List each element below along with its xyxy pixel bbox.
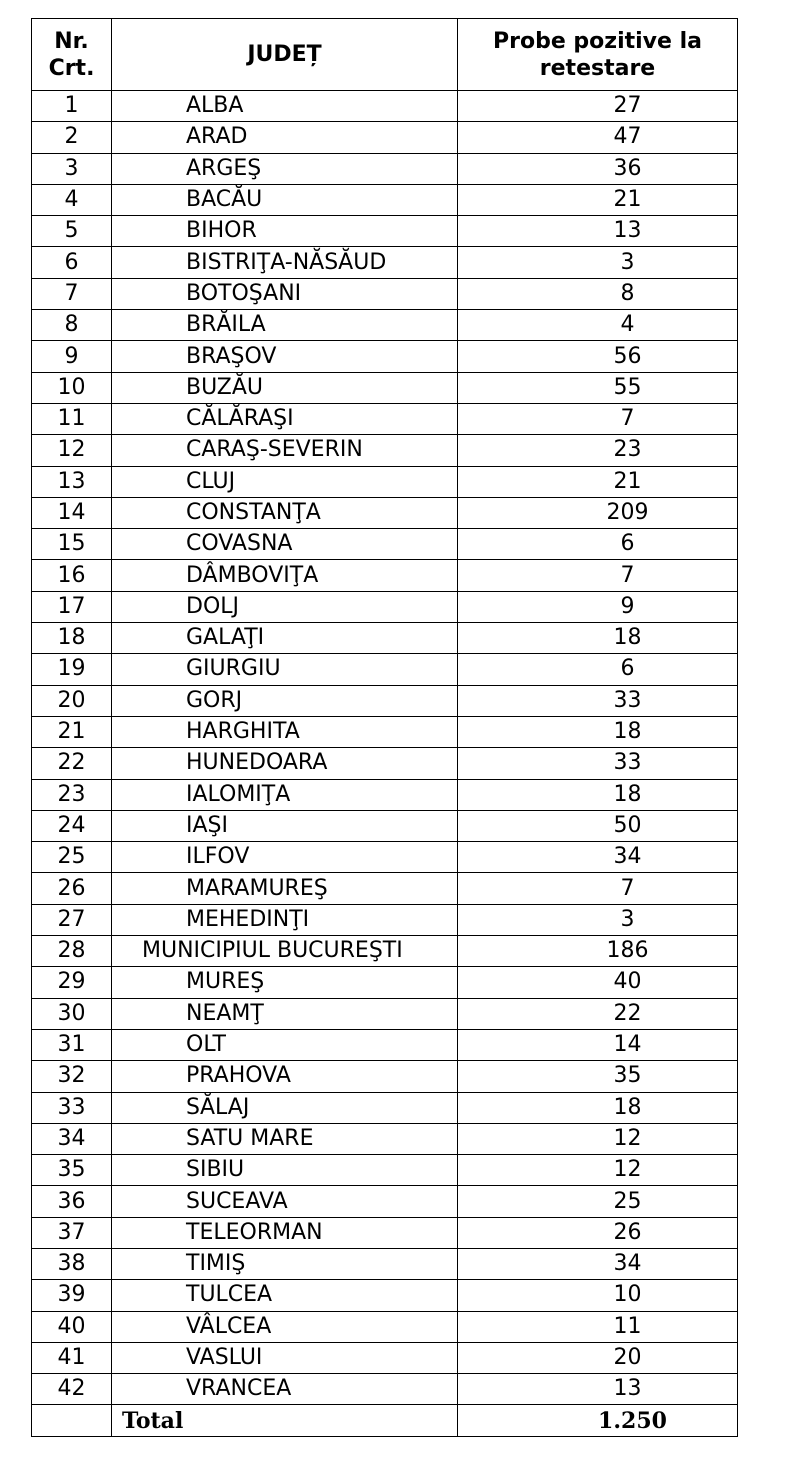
row-judet: MUREŞ: [112, 967, 458, 998]
table-row: [32, 654, 738, 685]
row-number: 32: [32, 1061, 112, 1092]
table-row: [32, 153, 738, 184]
row-number: 19: [32, 654, 112, 685]
table-row: [32, 278, 738, 309]
row-value: 18: [458, 623, 738, 654]
row-number: 3: [32, 153, 112, 184]
row-judet: MEHEDINŢI: [112, 904, 458, 935]
row-judet: DOLJ: [112, 591, 458, 622]
row-judet: VÂLCEA: [112, 1311, 458, 1342]
table-row: [32, 1280, 738, 1311]
row-judet: SĂLAJ: [112, 1092, 458, 1123]
row-number: 28: [32, 936, 112, 967]
row-judet: CĂLĂRAŞI: [112, 403, 458, 434]
row-judet: HUNEDOARA: [112, 748, 458, 779]
row-value: 18: [458, 779, 738, 810]
row-number: 31: [32, 1029, 112, 1060]
row-number: 39: [32, 1280, 112, 1311]
row-value: 18: [458, 716, 738, 747]
row-number: 2: [32, 122, 112, 153]
row-judet: HARGHITA: [112, 716, 458, 747]
row-value: 27: [458, 91, 738, 122]
table-row: [32, 1217, 738, 1248]
row-number: 12: [32, 435, 112, 466]
table-row: [32, 904, 738, 935]
table-header-row: [32, 19, 738, 91]
row-value: 23: [458, 435, 738, 466]
total-empty-cell: [32, 1405, 112, 1436]
table-row: [32, 341, 738, 372]
row-number: 20: [32, 685, 112, 716]
row-value: 50: [458, 810, 738, 841]
row-judet: BRĂILA: [112, 310, 458, 341]
row-value: 55: [458, 372, 738, 403]
header-crt-line: Crt.: [48, 55, 95, 81]
table-row: [32, 247, 738, 278]
row-judet: IAŞI: [112, 810, 458, 841]
row-value: 12: [458, 1123, 738, 1154]
row-judet: BUZĂU: [112, 372, 458, 403]
row-judet: CARAŞ-SEVERIN: [112, 435, 458, 466]
row-value: 35: [458, 1061, 738, 1092]
row-judet: COVASNA: [112, 529, 458, 560]
row-judet: OLT: [112, 1029, 458, 1060]
table-row: [32, 1342, 738, 1373]
total-value: 1.250: [458, 1405, 738, 1436]
row-judet: CLUJ: [112, 466, 458, 497]
row-number: 4: [32, 184, 112, 215]
row-judet: GALAŢI: [112, 623, 458, 654]
row-number: 35: [32, 1155, 112, 1186]
table-row: [32, 466, 738, 497]
table-row: [32, 122, 738, 153]
row-number: 17: [32, 591, 112, 622]
table-row: [32, 1374, 738, 1405]
table-row: [32, 1092, 738, 1123]
row-number: 6: [32, 247, 112, 278]
row-value: 8: [458, 278, 738, 309]
table-row: [32, 310, 738, 341]
results-table: [31, 18, 738, 1437]
row-value: 10: [458, 1280, 738, 1311]
row-value: 36: [458, 153, 738, 184]
row-judet: IALOMIŢA: [112, 779, 458, 810]
row-judet: GIURGIU: [112, 654, 458, 685]
table-row: [32, 998, 738, 1029]
row-judet: ALBA: [112, 91, 458, 122]
table-row: [32, 1061, 738, 1092]
table-row: [32, 967, 738, 998]
row-judet: SIBIU: [112, 1155, 458, 1186]
row-number: 7: [32, 278, 112, 309]
row-value: 33: [458, 685, 738, 716]
row-value: 22: [458, 998, 738, 1029]
header-probe: [458, 19, 738, 91]
row-value: 11: [458, 1311, 738, 1342]
total-label: Total: [112, 1405, 458, 1436]
row-judet: VASLUI: [112, 1342, 458, 1373]
row-judet: ARGEŞ: [112, 153, 458, 184]
row-number: 25: [32, 842, 112, 873]
row-value: 4: [458, 310, 738, 341]
row-value: 34: [458, 1248, 738, 1279]
row-value: 7: [458, 873, 738, 904]
row-number: 22: [32, 748, 112, 779]
row-number: 23: [32, 779, 112, 810]
row-value: 20: [458, 1342, 738, 1373]
table-row: [32, 372, 738, 403]
row-judet: PRAHOVA: [112, 1061, 458, 1092]
row-judet: BOTOŞANI: [112, 278, 458, 309]
row-number: 5: [32, 216, 112, 247]
row-value: 6: [458, 654, 738, 685]
row-number: 34: [32, 1123, 112, 1154]
row-value: 3: [458, 904, 738, 935]
table-row: [32, 91, 738, 122]
row-number: 14: [32, 497, 112, 528]
table-row: [32, 1248, 738, 1279]
table-row: [32, 1123, 738, 1154]
row-value: 186: [458, 936, 738, 967]
row-number: 8: [32, 310, 112, 341]
row-number: 10: [32, 372, 112, 403]
table-row: [32, 560, 738, 591]
table-row: [32, 184, 738, 215]
row-number: 1: [32, 91, 112, 122]
row-judet: ILFOV: [112, 842, 458, 873]
row-judet: TELEORMAN: [112, 1217, 458, 1248]
row-value: 13: [458, 1374, 738, 1405]
header-nr-crt: [32, 19, 112, 91]
row-judet: BRAŞOV: [112, 341, 458, 372]
table-row: [32, 842, 738, 873]
header-probe-line1: Probe pozitive la: [493, 28, 702, 54]
table-row: [32, 623, 738, 654]
row-number: 21: [32, 716, 112, 747]
row-value: 7: [458, 403, 738, 434]
row-number: 15: [32, 529, 112, 560]
header-judet: JUDEȚ: [112, 19, 458, 91]
row-judet: TIMIŞ: [112, 1248, 458, 1279]
row-value: 9: [458, 591, 738, 622]
row-judet: SUCEAVA: [112, 1186, 458, 1217]
row-judet: ARAD: [112, 122, 458, 153]
row-value: 12: [458, 1155, 738, 1186]
table-row: [32, 936, 738, 967]
row-judet: CONSTANŢA: [112, 497, 458, 528]
row-number: 26: [32, 873, 112, 904]
row-value: 209: [458, 497, 738, 528]
row-number: 42: [32, 1374, 112, 1405]
row-value: 25: [458, 1186, 738, 1217]
row-number: 36: [32, 1186, 112, 1217]
total-row: [32, 1405, 738, 1436]
row-judet: MUNICIPIUL BUCUREŞTI: [112, 936, 458, 967]
table-row: [32, 497, 738, 528]
row-number: 30: [32, 998, 112, 1029]
row-number: 37: [32, 1217, 112, 1248]
table-row: [32, 435, 738, 466]
row-judet: NEAMŢ: [112, 998, 458, 1029]
row-number: 40: [32, 1311, 112, 1342]
table-row: [32, 685, 738, 716]
row-value: 21: [458, 184, 738, 215]
table-body: [32, 91, 738, 1405]
row-number: 13: [32, 466, 112, 497]
row-number: 29: [32, 967, 112, 998]
row-value: 18: [458, 1092, 738, 1123]
table-row: [32, 529, 738, 560]
row-number: 16: [32, 560, 112, 591]
row-value: 47: [458, 122, 738, 153]
row-judet: BACĂU: [112, 184, 458, 215]
table-row: [32, 716, 738, 747]
table-row: [32, 873, 738, 904]
row-judet: GORJ: [112, 685, 458, 716]
row-judet: MARAMUREŞ: [112, 873, 458, 904]
row-judet: BISTRIŢA-NĂSĂUD: [112, 247, 458, 278]
table-row: [32, 748, 738, 779]
row-value: 26: [458, 1217, 738, 1248]
row-value: 34: [458, 842, 738, 873]
row-number: 11: [32, 403, 112, 434]
row-number: 18: [32, 623, 112, 654]
table-row: [32, 810, 738, 841]
row-judet: TULCEA: [112, 1280, 458, 1311]
row-number: 24: [32, 810, 112, 841]
row-number: 27: [32, 904, 112, 935]
table-row: [32, 591, 738, 622]
row-judet: DÂMBOVIŢA: [112, 560, 458, 591]
table-row: [32, 1186, 738, 1217]
table-row: [32, 1029, 738, 1060]
row-value: 3: [458, 247, 738, 278]
row-value: 14: [458, 1029, 738, 1060]
row-number: 9: [32, 341, 112, 372]
table-row: [32, 403, 738, 434]
table-row: [32, 1311, 738, 1342]
row-judet: SATU MARE: [112, 1123, 458, 1154]
row-number: 41: [32, 1342, 112, 1373]
table-row: [32, 216, 738, 247]
results-table-container: [31, 18, 737, 1437]
table-row: [32, 779, 738, 810]
table-row: [32, 1155, 738, 1186]
row-value: 33: [458, 748, 738, 779]
row-value: 56: [458, 341, 738, 372]
row-value: 40: [458, 967, 738, 998]
header-probe-line2: retestare: [539, 55, 656, 81]
header-nr-line: Nr.: [54, 28, 89, 54]
row-value: 6: [458, 529, 738, 560]
row-value: 13: [458, 216, 738, 247]
row-value: 21: [458, 466, 738, 497]
row-number: 33: [32, 1092, 112, 1123]
row-judet: VRANCEA: [112, 1374, 458, 1405]
row-number: 38: [32, 1248, 112, 1279]
row-value: 7: [458, 560, 738, 591]
row-judet: BIHOR: [112, 216, 458, 247]
